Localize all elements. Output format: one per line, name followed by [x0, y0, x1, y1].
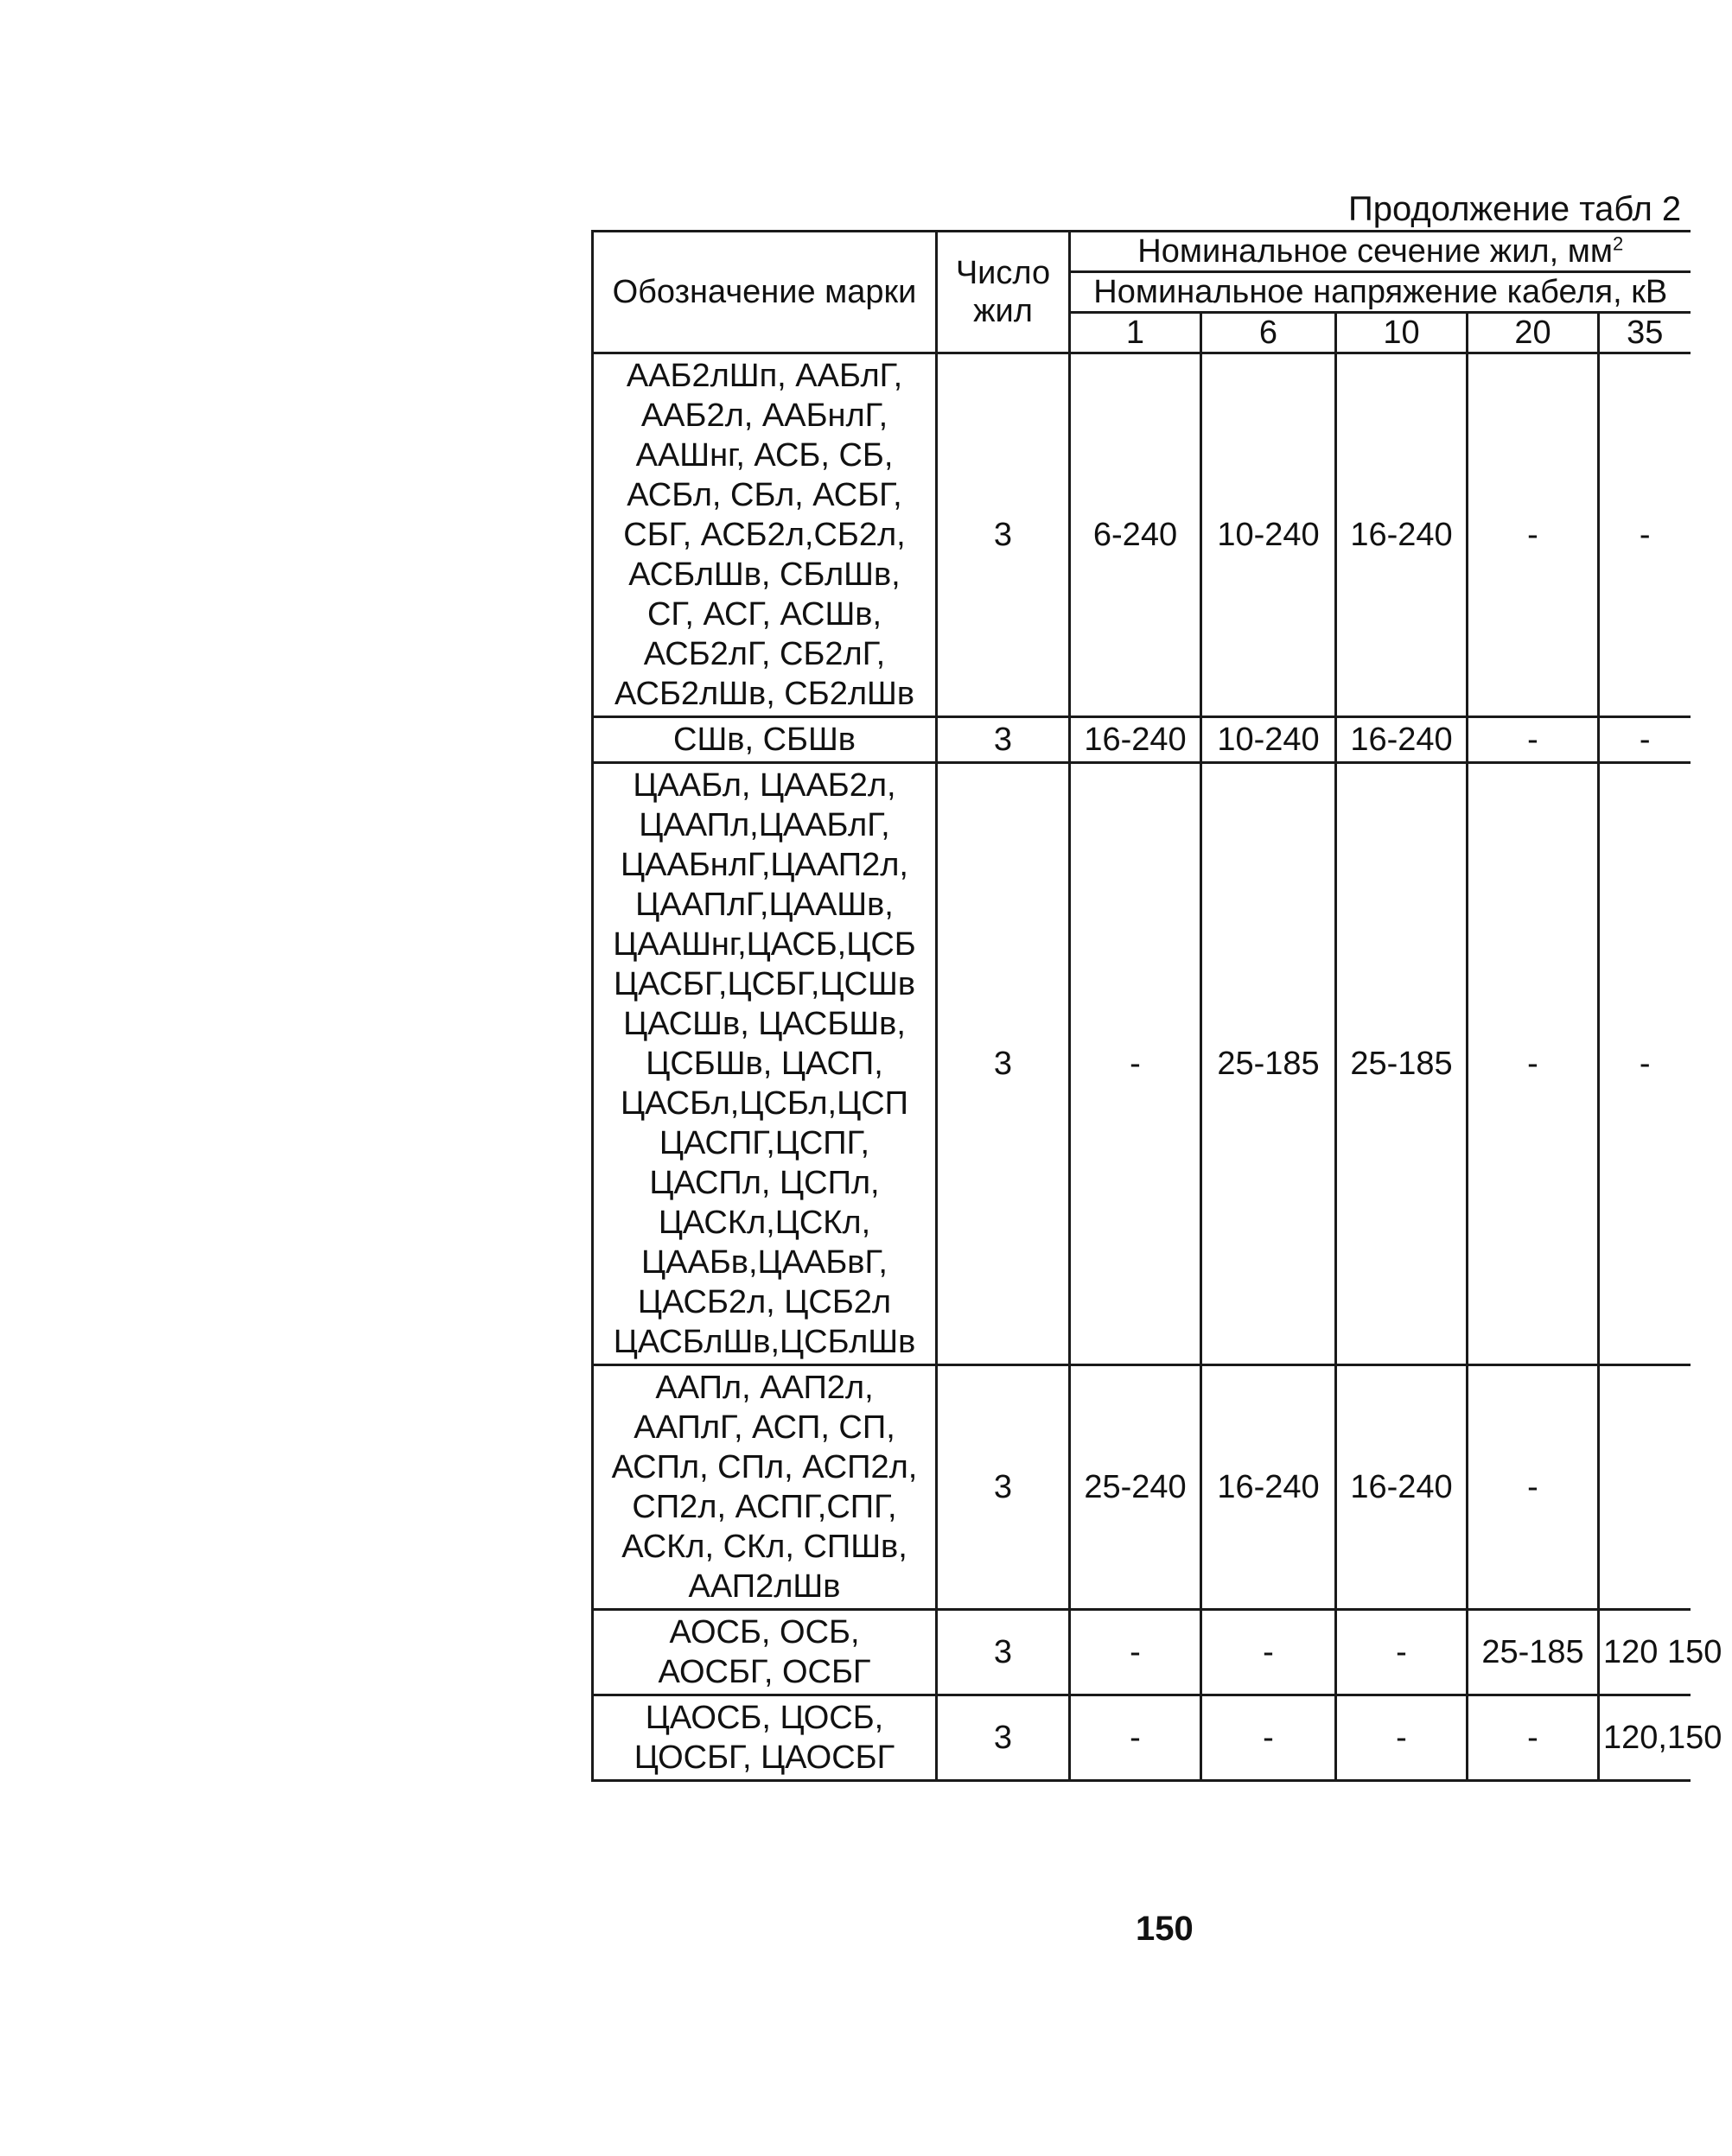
- row-value-1kv: 25-240: [1070, 1365, 1201, 1610]
- header-section: [1070, 232, 1691, 272]
- row-value-1kv: 6-240: [1070, 353, 1201, 717]
- row-cores: 3: [937, 1695, 1070, 1781]
- row-mark: ААПл, ААП2л, ААПлГ, АСП, СП, АСПл, СПл, АСП2л, СП2л, АСПГ,СПГ, АСКл, СКл, СПШв, ААП2лШв: [593, 1365, 937, 1610]
- row-cores: 3: [937, 1610, 1070, 1695]
- header-mark: [593, 232, 937, 353]
- row-value-35kv: -: [1599, 763, 1691, 1365]
- row-value-6kv: 25-185: [1201, 763, 1336, 1365]
- row-value-20kv: -: [1468, 353, 1599, 717]
- row-value-1kv: 16-240: [1070, 717, 1201, 763]
- table-row: [593, 1365, 1691, 1610]
- table-row: [593, 763, 1691, 1365]
- row-mark: АОСБ, ОСБ, АОСБГ, ОСБГ: [593, 1610, 937, 1695]
- header-cores-label: Число жил: [955, 255, 1051, 329]
- row-value-10kv: 16-240: [1336, 717, 1468, 763]
- row-value-35kv: -: [1599, 353, 1691, 717]
- header-voltage-label: Номинальное напряжение кабеля, кВ: [1093, 274, 1668, 310]
- table-row: [593, 353, 1691, 717]
- row-value-20kv: -: [1468, 1695, 1599, 1781]
- row-value-35kv: [1599, 1365, 1691, 1610]
- row-cores: 3: [937, 717, 1070, 763]
- row-value-6kv: 10-240: [1201, 717, 1336, 763]
- header-mark-label: Обозначение марки: [612, 274, 917, 310]
- row-value-6kv: -: [1201, 1610, 1336, 1695]
- row-mark: СШв, СБШв: [593, 717, 937, 763]
- table-row: [593, 717, 1691, 763]
- row-value-10kv: -: [1336, 1695, 1468, 1781]
- row-value-20kv: -: [1468, 1365, 1599, 1610]
- row-value-1kv: -: [1070, 763, 1201, 1365]
- table-continuation-label: Продолжение табл 2: [1348, 190, 1682, 228]
- cable-specs-table: [591, 230, 1722, 1782]
- row-value-1kv: -: [1070, 1695, 1201, 1781]
- row-value-35kv: -: [1599, 717, 1691, 763]
- row-cores: 3: [937, 353, 1070, 717]
- row-value-6kv: 10-240: [1201, 353, 1336, 717]
- row-value-6kv: -: [1201, 1695, 1336, 1781]
- row-value-35kv: 120,150: [1599, 1695, 1691, 1781]
- row-value-20kv: -: [1468, 717, 1599, 763]
- row-mark: ЦААБл, ЦААБ2л, ЦААПл,ЦААБлГ, ЦААБнлГ,ЦААП2л, ЦААПлГ,ЦААШв, ЦААШнг,ЦАСБ,ЦСБ ЦАСБГ,ЦСБГ,ЦСШв ЦАСШв, ЦАСБШв, ЦСБШв, ЦАСП, ЦАСБл,ЦСБл,ЦСП ЦАСПГ,ЦСПГ, ЦАСПл, ЦСПл, ЦАСКл,ЦСКл, ЦААБв,ЦААБвГ, ЦАСБ2л, ЦСБ2л ЦАСБлШв,ЦСБлШв: [593, 763, 937, 1365]
- table-row: [593, 1610, 1691, 1695]
- header-voltage-6: 6: [1201, 313, 1336, 353]
- header-section-unit-power: 2: [1612, 232, 1624, 255]
- row-mark: ААБ2лШп, ААБлГ, ААБ2л, ААБнлГ, ААШнг, АСБ, СБ, АСБл, СБл, АСБГ, СБГ, АСБ2л,СБ2л, АСБлШв, СБлШв, СГ, АСГ, АСШв, АСБ2лГ, СБ2лГ, АСБ2лШв, СБ2лШв: [593, 353, 937, 717]
- row-mark: ЦАОСБ, ЦОСБ, ЦОСБГ, ЦАОСБГ: [593, 1695, 937, 1781]
- row-value-10kv: 25-185: [1336, 763, 1468, 1365]
- row-value-10kv: -: [1336, 1610, 1468, 1695]
- header-section-label: Номинальное сечение жил, мм: [1137, 233, 1613, 270]
- header-voltage: [1070, 272, 1691, 313]
- row-value-20kv: -: [1468, 763, 1599, 1365]
- row-value-10kv: 16-240: [1336, 1365, 1468, 1610]
- header-voltage-35: 35: [1599, 313, 1691, 353]
- row-cores: 3: [937, 1365, 1070, 1610]
- row-cores: 3: [937, 763, 1070, 1365]
- page-number: 150: [1136, 1910, 1194, 1948]
- row-value-1kv: -: [1070, 1610, 1201, 1695]
- header-cores: [937, 232, 1070, 353]
- header-voltage-20: 20: [1468, 313, 1599, 353]
- row-value-20kv: 25-185: [1468, 1610, 1599, 1695]
- row-value-6kv: 16-240: [1201, 1365, 1336, 1610]
- header-voltage-1: 1: [1070, 313, 1201, 353]
- table-row: [593, 1695, 1691, 1781]
- header-voltage-10: 10: [1336, 313, 1468, 353]
- row-value-10kv: 16-240: [1336, 353, 1468, 717]
- row-value-35kv: 120 150: [1599, 1610, 1691, 1695]
